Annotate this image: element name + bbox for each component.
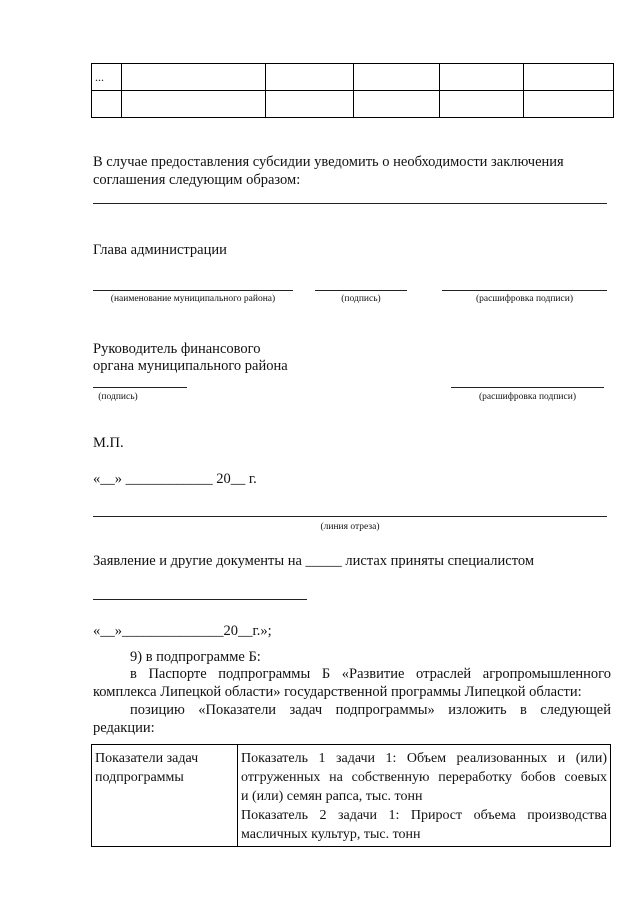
indicators-label-cell: Показатели задач подпрограммы: [92, 745, 238, 847]
indicator-1-line-c: и (или) семян рапса, тыс. тонн: [241, 789, 423, 804]
table-cell: [524, 64, 614, 91]
table-cell: [354, 64, 440, 91]
receipt-text: Заявление и другие документы на _____ листах приняты специалистом: [93, 553, 535, 569]
finance-line-1: Руководитель финансового: [93, 341, 261, 357]
section9-p3-line-a: позицию «Показатели задач подпрограммы» изложить в следующей: [130, 702, 611, 718]
head-caption-sign: (подпись): [341, 294, 381, 304]
indicator-2-line-b: масличных культур, тыс. тонн: [241, 827, 421, 842]
finance-caption-sign: (подпись): [98, 392, 138, 402]
head-caption-name: (наименование муниципального района): [110, 294, 276, 304]
indicator-2-line-a: Показатель 2 задачи 1: Прирост объема производства: [241, 808, 607, 823]
table-row: [92, 91, 614, 118]
date-line: «__» ____________ 20__ г.: [93, 471, 257, 487]
section9-heading: 9) в подпрограмме Б:: [130, 649, 261, 665]
table-cell: [266, 64, 354, 91]
section9-p2-line-b: комплекса Липецкой области» государственной программы Липецкой области:: [93, 684, 582, 700]
cut-caption: (линия отреза): [320, 522, 380, 532]
indicators-value-cell: [238, 745, 611, 847]
table-cell: ...: [92, 64, 122, 91]
head-title: Глава администрации: [93, 242, 227, 258]
stamp-label: М.П.: [93, 435, 124, 451]
notice-line-2: соглашения следующим образом:: [93, 172, 301, 188]
table-cell: [266, 91, 354, 118]
section9-p3-line-b: редакции:: [93, 720, 155, 736]
table-cell: [122, 91, 266, 118]
table-cell: [440, 91, 524, 118]
finance-caption-decode: (расшифровка подписи): [479, 392, 576, 402]
cut-line: [93, 516, 607, 517]
head-decode-line: [442, 290, 607, 291]
indicators-table: [91, 744, 611, 847]
top-table: [91, 63, 614, 118]
table-cell: [354, 91, 440, 118]
notice-fill-line: [93, 203, 607, 204]
table-cell: [122, 64, 266, 91]
table-row: [92, 64, 614, 91]
table-cell: [524, 91, 614, 118]
receipt-date: «__»______________20__г.»;: [93, 623, 272, 639]
section9-paragraph-3: [93, 701, 611, 737]
finance-decode-line: [451, 387, 604, 388]
table-cell: [92, 91, 122, 118]
table-cell: [440, 64, 524, 91]
indicator-1-line-a: Показатель 1 задачи 1: Объем реализованных и (или): [241, 751, 607, 766]
head-sign-line: [315, 290, 407, 291]
receipt-sign-line: [93, 599, 307, 600]
notice-line-1: В случае предоставления субсидии уведомить о необходимости заключения: [93, 154, 564, 170]
table-row: [92, 745, 611, 847]
section9-paragraph-2: [93, 665, 611, 701]
head-name-line: [93, 290, 293, 291]
head-caption-decode: (расшифровка подписи): [476, 294, 573, 304]
indicator-1-line-b: отгруженных на собственную переработку бобов соевых: [241, 770, 607, 785]
section9-p2-line-a: в Паспорте подпрограммы Б «Развитие отраслей агропромышленного: [130, 666, 611, 682]
finance-line-2: органа муниципального района: [93, 358, 288, 374]
finance-sign-line: [93, 387, 187, 388]
